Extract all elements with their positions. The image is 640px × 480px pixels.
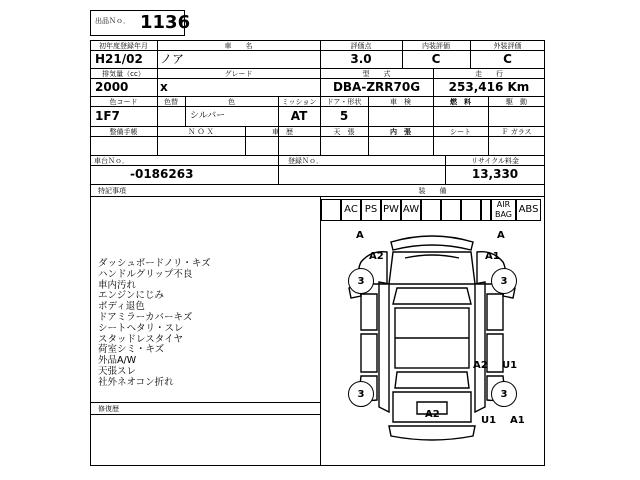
model-value: DBA-ZRR70G — [332, 80, 421, 94]
interior-ins-label: 内 張 — [390, 128, 411, 136]
note-line: ダッシュボードノリ・キズ — [98, 258, 211, 269]
note-line: 外品A/W — [98, 355, 137, 367]
repair-label: 修復歴 — [98, 405, 119, 413]
interior-value: C — [431, 52, 441, 66]
seat-label: シート — [450, 128, 471, 136]
equipment-item: PS — [361, 199, 381, 221]
mileage-value: 253,416 Km — [448, 80, 530, 94]
equipment-item: AIR BAG — [491, 199, 516, 221]
note-line: エンジンにじみ — [98, 290, 165, 302]
reg-label: 登録Ｎｏ． — [288, 157, 323, 165]
equipment-item — [461, 199, 481, 221]
equipment-item — [441, 199, 461, 221]
damage-mark: 3 — [491, 381, 517, 407]
cc-value: 2000 — [95, 80, 129, 94]
exterior-value: C — [503, 52, 512, 66]
car-diagram — [321, 222, 544, 465]
car-label: 車 名 — [224, 42, 253, 50]
damage-mark: A2 — [473, 360, 488, 371]
damage-mark: A1 — [510, 415, 525, 426]
year-label: 初年度登録年月 — [99, 42, 148, 50]
equipment-blank-cell — [321, 199, 341, 221]
equipment-label: 装 備 — [418, 187, 447, 195]
damage-mark: U1 — [502, 360, 518, 371]
manual-label: 整備手帳 — [109, 128, 138, 136]
car-value: ノア — [160, 52, 185, 66]
color-code-label: 色コード — [109, 98, 138, 106]
damage-mark: A1 — [485, 251, 500, 262]
roof-label: 天 張 — [333, 128, 355, 136]
lot-label: 出品Ｎｏ． — [95, 17, 130, 25]
lot-number: 1136 — [140, 12, 191, 33]
year-value: H21/02 — [95, 52, 143, 66]
inspection-label: 車 検 — [390, 98, 411, 106]
interior-label: 内装評価 — [422, 42, 450, 50]
note-line: スタッドレスタイヤ — [98, 333, 184, 345]
color-code-value: 1F7 — [95, 109, 120, 123]
color-change-label: 色替 — [164, 98, 178, 106]
model-label: 型 式 — [362, 70, 391, 78]
note-line: ハンドルグリップ不良 — [98, 268, 193, 280]
note-line: 車内汚れ — [98, 279, 137, 291]
equipment-item: ABS — [516, 199, 541, 221]
note-line: 荷室シミ・キズ — [98, 344, 165, 356]
color-label: 色 — [228, 98, 235, 106]
damage-mark: 3 — [348, 268, 374, 294]
score-value: 3.0 — [350, 52, 372, 66]
recycle-label: リサイクル料金 — [470, 157, 520, 165]
note-line: 社外ネオコン折れ — [98, 376, 174, 388]
equipment-item: PW — [381, 199, 401, 221]
nox-label: Ｎ Ｏ Ｘ — [188, 128, 214, 136]
note-line: ボディ退色 — [98, 301, 145, 313]
note-line: シートヘタリ・スレ — [98, 322, 184, 334]
fuel-label: 燃 料 — [450, 98, 471, 106]
mission-value: AT — [290, 109, 308, 123]
note-line: 天張スレ — [98, 366, 137, 377]
grade-label: グレード — [224, 70, 253, 78]
mission-label: ミッション — [281, 98, 317, 106]
equipment-item: AC — [341, 199, 361, 221]
equipment-item: AW — [401, 199, 421, 221]
damage-mark: A — [356, 230, 364, 241]
notes-label: 特記事項 — [98, 187, 126, 195]
equipment-item — [481, 199, 491, 221]
score-label: 評価点 — [350, 42, 372, 50]
damage-mark: 3 — [491, 268, 517, 294]
doors-value: 5 — [339, 109, 349, 123]
grade-value: x — [160, 80, 168, 94]
damage-mark: A — [497, 230, 505, 241]
history-label: 車 歴 — [272, 128, 293, 136]
chassis-label: 車台Ｎｏ． — [94, 157, 129, 165]
note-line: ドアミラーカバーキズ — [98, 312, 193, 323]
equipment-item — [421, 199, 441, 221]
recycle-value: 13,330 — [471, 167, 519, 181]
drive-label: 駆 動 — [506, 98, 527, 106]
mileage-label: 走 行 — [475, 70, 503, 78]
damage-mark: 3 — [348, 381, 374, 407]
damage-mark: A2 — [369, 251, 384, 262]
chassis-value: -0186263 — [130, 167, 194, 181]
color-value: シルバー — [190, 111, 226, 121]
cc-label: 排気量（cc） — [102, 70, 145, 78]
damage-mark: A2 — [425, 409, 440, 420]
damage-mark: U1 — [481, 415, 497, 426]
exterior-label: 外装評価 — [493, 42, 522, 50]
doors-label: ドア・形状 — [326, 98, 362, 106]
glass-label: Ｆ ガラス — [501, 128, 532, 136]
